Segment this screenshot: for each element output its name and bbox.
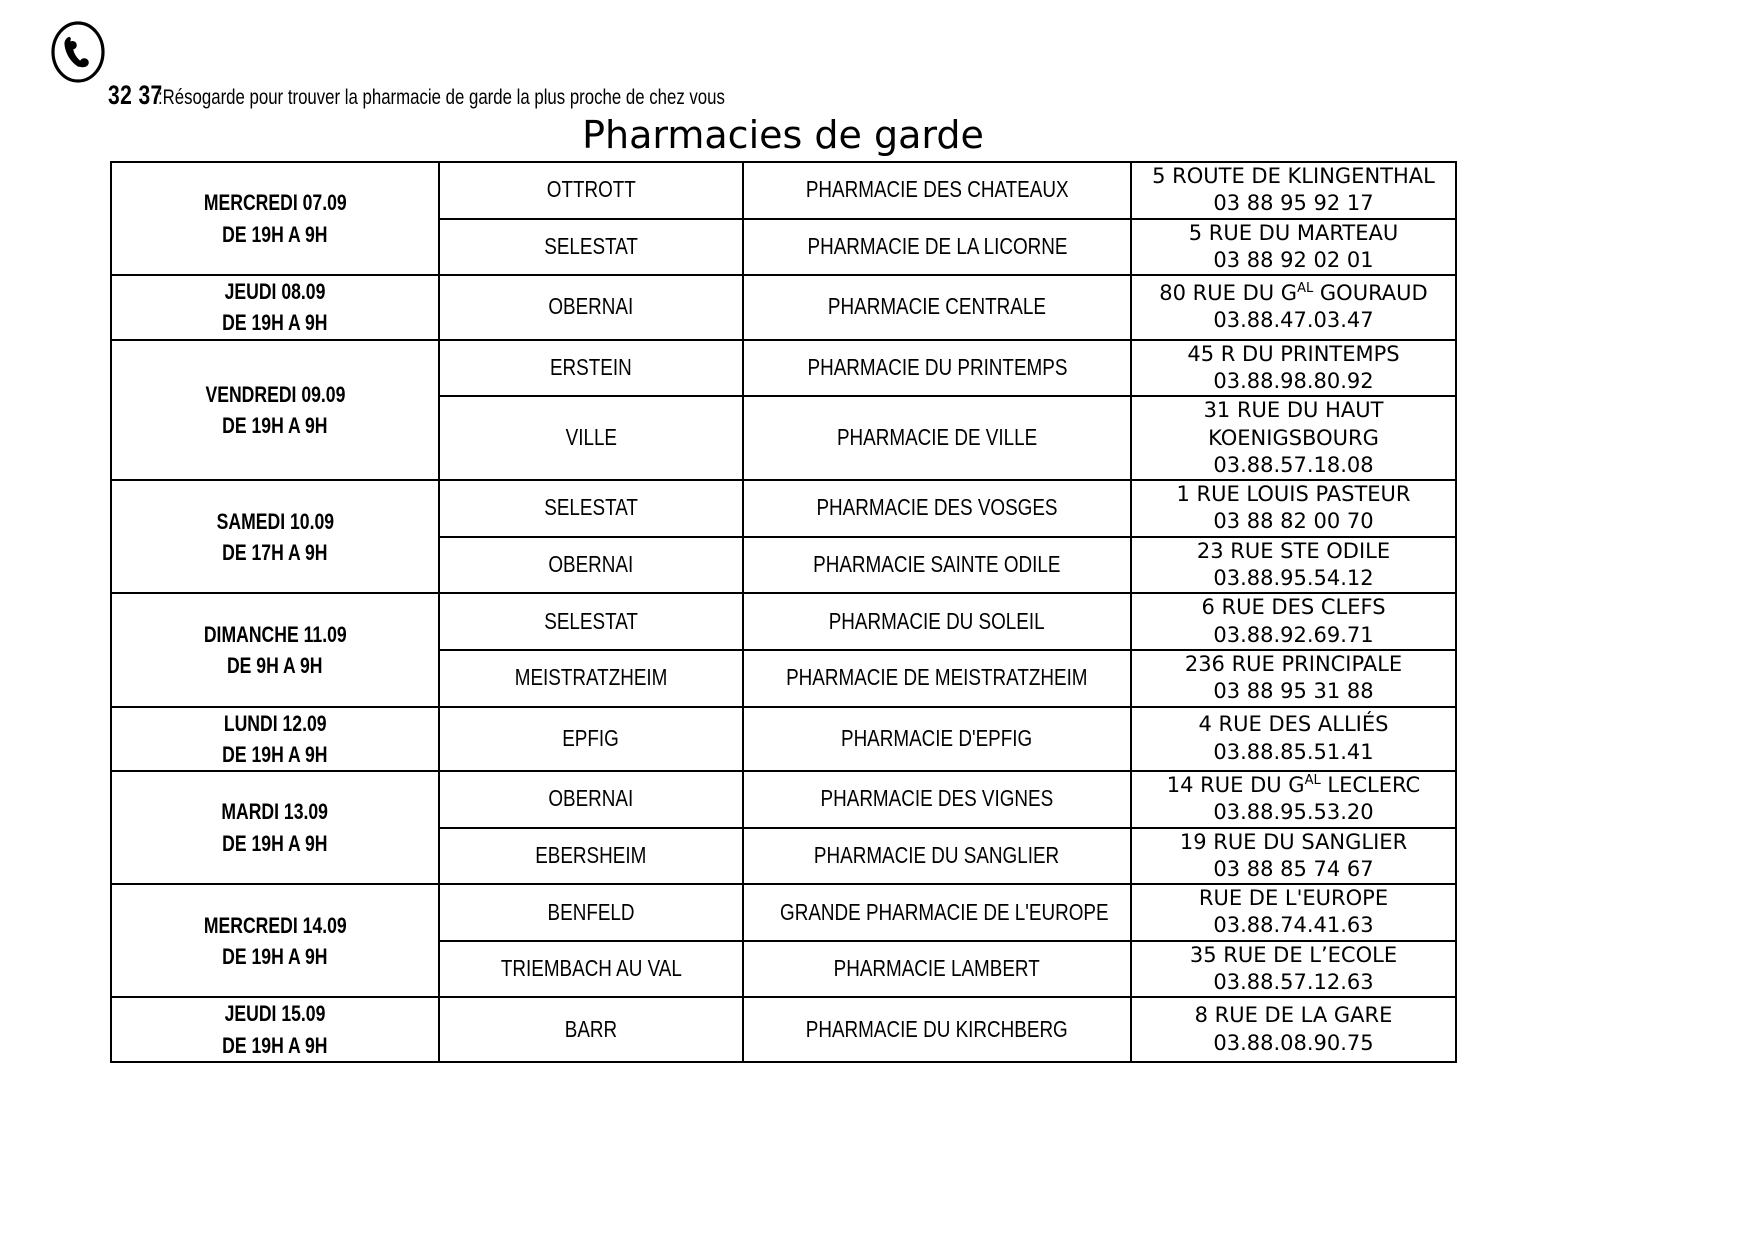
address-phone: 03.88.74.41.63: [1213, 913, 1374, 938]
pharmacy-name-cell: [743, 593, 1131, 650]
address-cell: [1131, 707, 1456, 771]
city-cell: [439, 884, 743, 941]
address-cell: [1131, 275, 1456, 339]
page-title: Pharmacies de garde: [582, 113, 984, 157]
address-phone: 03.88.95.53.20: [1213, 800, 1374, 825]
date-label: MERCREDI 14.09: [203, 912, 347, 938]
date-cell: [111, 997, 439, 1061]
hours-label: DE 19H A 9H: [222, 830, 328, 856]
city-cell: [439, 997, 743, 1061]
address-cell: [1131, 162, 1456, 219]
city-cell: [439, 340, 743, 397]
date-label: JEUDI 08.09: [224, 279, 326, 305]
address-street: 6 RUE DES CLEFS: [1201, 595, 1386, 620]
city-label: OTTROTT: [546, 176, 636, 203]
address-phone: 03 88 95 92 17: [1213, 191, 1374, 216]
hours-label: DE 19H A 9H: [222, 943, 328, 969]
date-cell: [111, 771, 439, 884]
city-label: SELESTAT: [544, 494, 638, 521]
hours-label: DE 9H A 9H: [227, 652, 323, 678]
date-label: SAMEDI 10.09: [216, 508, 334, 534]
city-cell: [439, 650, 743, 707]
address-cell: [1131, 884, 1456, 941]
city-cell: [439, 275, 743, 339]
address-cell: [1131, 219, 1456, 276]
address-phone: 03.88.47.03.47: [1213, 308, 1374, 333]
table-row: [111, 275, 1456, 339]
address-phone: 03.88.92.69.71: [1213, 622, 1374, 647]
address-street: 8 RUE DE LA GARE: [1194, 1003, 1393, 1028]
address-street: 45 R DU PRINTEMPS: [1187, 341, 1400, 366]
pharmacy-name-cell: [743, 219, 1131, 276]
city-label: EPFIG: [562, 724, 620, 751]
date-cell: [111, 593, 439, 706]
pharmacy-name-label: PHARMACIE SAINTE ODILE: [813, 551, 1061, 578]
pharmacy-name-label: PHARMACIE DE VILLE: [836, 424, 1038, 451]
table-row: [111, 997, 1456, 1061]
pharmacy-name-label: PHARMACIE CENTRALE: [828, 293, 1046, 320]
hours-label: DE 19H A 9H: [222, 221, 328, 247]
address-cell: [1131, 997, 1456, 1061]
address-street: 80 RUE DU $G^{AL}$ GOURAUD: [1159, 281, 1428, 306]
date-cell: [111, 707, 439, 771]
address-phone: 03 88 95 31 88: [1213, 679, 1374, 704]
pharmacy-name-cell: [743, 771, 1131, 828]
pharmacy-name-label: PHARMACIE DES CHATEAUX: [805, 176, 1069, 203]
hours-label: DE 19H A 9H: [222, 412, 328, 438]
address-cell: [1131, 480, 1456, 537]
city-label: ERSTEIN: [550, 354, 632, 380]
date-cell: [111, 340, 439, 480]
address-street: 14 RUE DU $G^{AL}$ LECLERC: [1166, 772, 1421, 797]
city-cell: [439, 480, 743, 537]
pharmacy-name-cell: [743, 828, 1131, 885]
city-cell: [439, 593, 743, 650]
city-cell: [439, 396, 743, 480]
pharmacy-name-cell: [743, 884, 1131, 941]
address-cell: [1131, 828, 1456, 885]
pharmacy-name-cell: [743, 162, 1131, 219]
table-row: [111, 340, 1456, 397]
address-cell: [1131, 537, 1456, 594]
pharmacy-name-cell: [743, 997, 1131, 1061]
pharmacy-name-cell: [743, 707, 1131, 771]
city-label: TRIEMBACH AU VAL: [500, 955, 682, 982]
pharmacy-name-label: PHARMACIE D'EPFIG: [841, 724, 1033, 751]
address-street-superscript: AL: [1304, 772, 1321, 788]
address-phone: 03.88.57.18.08: [1213, 452, 1374, 477]
pharmacy-name-cell: [743, 396, 1131, 480]
pharmacy-name-cell: [743, 480, 1131, 537]
address-street: 236 RUE PRINCIPALE: [1184, 651, 1403, 676]
date-label: MERCREDI 07.09: [203, 190, 347, 216]
hours-label: DE 19H A 9H: [222, 741, 328, 767]
date-label: JEUDI 15.09: [224, 1001, 326, 1027]
address-street: RUE DE L'EUROPE: [1198, 886, 1389, 911]
address-street: 31 RUE DU HAUT: [1203, 398, 1384, 423]
address-phone: 03.88.98.80.92: [1213, 368, 1374, 393]
city-cell: [439, 707, 743, 771]
date-cell: [111, 884, 439, 997]
address-street: 5 ROUTE DE KLINGENTHAL: [1152, 164, 1435, 188]
address-street: 19 RUE DU SANGLIER: [1179, 829, 1408, 854]
address-phone: 03.88.85.51.41: [1213, 739, 1374, 764]
pharmacy-name-label: PHARMACIE DES VIGNES: [820, 785, 1054, 812]
resogarde-number: 32 37: [108, 80, 163, 110]
address-street-line2: KOENIGSBOURG: [1208, 425, 1379, 450]
pharmacy-name-cell: [743, 537, 1131, 594]
table-row: [111, 162, 1456, 219]
table-row: [111, 707, 1456, 771]
address-phone: 03 88 82 00 70: [1213, 509, 1374, 534]
city-cell: [439, 828, 743, 885]
pharmacy-name-label: PHARMACIE DE LA LICORNE: [807, 232, 1067, 259]
address-street: 1 RUE LOUIS PASTEUR: [1176, 482, 1411, 507]
city-cell: [439, 219, 743, 276]
city-cell: [439, 162, 743, 219]
table-row: [111, 771, 1456, 828]
pharmacy-name-cell: [743, 941, 1131, 998]
address-cell: [1131, 941, 1456, 998]
address-cell: [1131, 771, 1456, 828]
table-row: [111, 884, 1456, 941]
date-label: VENDREDI 09.09: [205, 381, 345, 407]
city-label: BENFELD: [547, 898, 635, 925]
city-label: VILLE: [565, 424, 617, 451]
date-cell: [111, 480, 439, 593]
address-cell: [1131, 340, 1456, 397]
city-label: MEISTRATZHEIM: [514, 664, 668, 691]
pharmacy-name-label: PHARMACIE LAMBERT: [833, 955, 1041, 982]
pharmacy-name-cell: [743, 340, 1131, 397]
address-street: 5 RUE DU MARTEAU: [1188, 220, 1399, 245]
pharmacy-name-label: PHARMACIE DE MEISTRATZHEIM: [786, 664, 1088, 691]
address-cell: [1131, 396, 1456, 480]
pharmacy-name-label: PHARMACIE DU SOLEIL: [829, 607, 1045, 634]
telephone-icon: [50, 21, 106, 83]
city-cell: [439, 771, 743, 828]
city-label: OBERNAI: [548, 551, 634, 578]
address-phone: 03.88.95.54.12: [1213, 566, 1374, 591]
address-phone: 03 88 92 02 01: [1213, 247, 1374, 272]
resogarde-description: :Résogarde pour trouver la pharmacie de garde la plus proche de chez vous: [158, 86, 725, 109]
date-label: LUNDI 12.09: [223, 710, 327, 736]
pharmacy-name-label: GRANDE PHARMACIE DE L'EUROPE: [780, 898, 1109, 925]
hours-label: DE 19H A 9H: [222, 310, 328, 336]
address-cell: [1131, 593, 1456, 650]
pharmacy-name-cell: [743, 275, 1131, 339]
address-street: 23 RUE STE ODILE: [1196, 538, 1391, 563]
city-cell: [439, 537, 743, 594]
pharmacy-name-label: PHARMACIE DU KIRCHBERG: [806, 1015, 1068, 1042]
address-phone: 03.88.08.90.75: [1213, 1030, 1374, 1055]
pharmacy-name-label: PHARMACIE DU PRINTEMPS: [807, 354, 1067, 380]
pharmacies-de-garde-table: [110, 161, 1457, 1063]
address-street: 4 RUE DES ALLIÉS: [1198, 712, 1389, 737]
pharmacy-name-cell: [743, 650, 1131, 707]
address-phone: 03.88.57.12.63: [1213, 970, 1374, 995]
city-label: SELESTAT: [544, 607, 638, 634]
table-row: [111, 593, 1456, 650]
city-label: EBERSHEIM: [535, 841, 647, 868]
city-label: SELESTAT: [544, 232, 638, 259]
date-label: DIMANCHE 11.09: [203, 621, 347, 647]
pharmacy-name-label: PHARMACIE DU SANGLIER: [814, 841, 1060, 868]
resogarde-line: [108, 82, 867, 109]
date-cell: [111, 275, 439, 339]
address-cell: [1131, 650, 1456, 707]
city-cell: [439, 941, 743, 998]
hours-label: DE 19H A 9H: [222, 1032, 328, 1058]
city-label: OBERNAI: [548, 785, 634, 812]
hours-label: DE 17H A 9H: [222, 539, 328, 565]
address-street-superscript: AL: [1297, 281, 1314, 297]
address-street: 35 RUE DE L’ECOLE: [1189, 942, 1398, 967]
city-label: BARR: [564, 1015, 618, 1042]
date-cell: [111, 162, 439, 275]
city-label: OBERNAI: [548, 293, 634, 320]
date-label: MARDI 13.09: [221, 799, 329, 825]
address-phone: 03 88 85 74 67: [1213, 856, 1374, 881]
pharmacy-name-label: PHARMACIE DES VOSGES: [816, 494, 1058, 521]
table-row: [111, 480, 1456, 537]
